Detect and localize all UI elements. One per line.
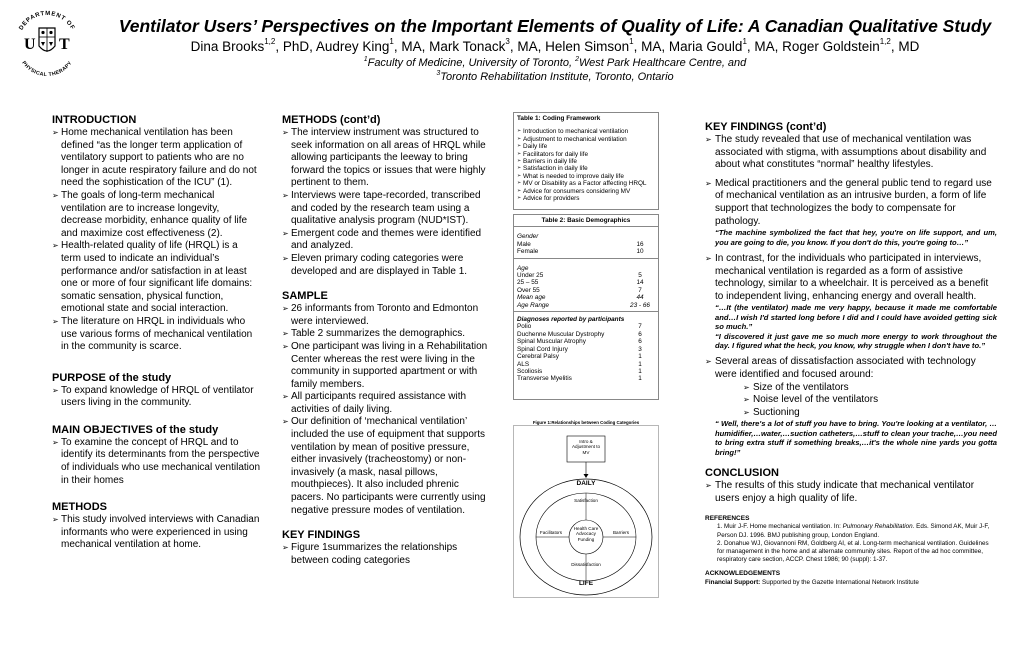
table2-diagnoses-group — [514, 312, 658, 385]
table-cell-value: 16 — [636, 240, 644, 248]
reference-1 — [705, 523, 997, 539]
introduction-heading: INTRODUCTION — [52, 114, 137, 126]
figure-label-daily: DAILY — [576, 480, 596, 487]
author-affil-sup: 1 — [389, 37, 394, 46]
author-name: Dina Brooks — [190, 39, 265, 54]
conclusion-heading: CONCLUSION — [705, 466, 779, 479]
intro-arrowhead — [584, 474, 589, 478]
author-name: Maria Gould — [668, 39, 743, 54]
table-row — [517, 279, 655, 286]
figure-label-dissatisfaction: Dissatisfaction — [571, 562, 601, 567]
logo-letter-u: U — [24, 36, 36, 53]
quote-happy: “…It (the ventilator) made me very happy, because it made me comfortable and…I wish I'd started long before I did and I could have avoided getting sick so much.” — [715, 303, 997, 332]
table-cell-value: 3 — [638, 345, 642, 353]
sample-bullet: ➢ Our definition of ‘mechanical ventilation’ included the use of equipment that supports ventilation by mean of positive pressure, either invasively (tracheostomy) or non-invasively (a mask, nasal pillows, mouthpieces). It also included phrenic pacers. No participants were currently using negative pressure modes of ventilation. — [282, 416, 494, 517]
author-degree: , MD — [890, 39, 920, 54]
author-affil-sup: 1 — [742, 37, 747, 46]
methods-cont-bullet: ➢ Emergent code and themes were identified and analyzed. — [282, 228, 494, 253]
table1-item: ➢ Introduction to mechanical ventilation — [517, 128, 655, 135]
table2-age-heading: Age — [517, 264, 529, 272]
methods-heading: METHODS — [52, 501, 107, 514]
figure-label-facilitators: Facilitators — [539, 530, 563, 535]
university-crest-icon — [10, 6, 84, 80]
table2-age-group — [514, 259, 658, 312]
table-cell-value: 7 — [638, 286, 642, 294]
purpose-bullet: ➢ To expand knowledge of HRQL of ventilator users living in the community. — [52, 385, 260, 410]
author-name: Mark Tonack — [429, 39, 506, 54]
reference-1-b: Eds. Simond AK, Muir J-F, Person DJ. 1996. BMJ publishing group, London England. — [717, 523, 990, 539]
figure-label-intro: Intro & Adjustment to MV — [571, 439, 601, 455]
sample-heading: SAMPLE — [282, 290, 328, 303]
table-row — [517, 323, 655, 330]
table-row — [517, 361, 655, 368]
table2-gender-heading: Gender — [517, 233, 539, 241]
table1-item: ➢ Facilitators for daily life — [517, 151, 655, 158]
methods-bullet: ➢ This study involved interviews with Canadian informants who were experienced in using mechanical ventilation at home. — [52, 514, 260, 552]
objectives-section — [52, 424, 260, 487]
quote-stuff: “ Well, there's a lot of stuff you have to bring. You're looking at a ventilator, …humidifier,…water,…suction catheters,…stuff to clean your trache,…you need to bring extra stuff if something breaks,…it's the whole nine yards you gotta bring!” — [715, 419, 997, 457]
table1-item: ➢ Satisfaction in daily life — [517, 165, 655, 172]
table1-item: ➢ Adjustment to mechanical ventilation — [517, 136, 655, 143]
sample-bullet: ➢ One participant was living in a Rehabilitation Center whereas the rest were living in the community in supported apartment or with family members. — [282, 341, 494, 391]
author-degree: , MA, — [393, 39, 430, 54]
table-cell-label: Mean age — [517, 294, 546, 302]
financial-support-label: Financial Support: — [705, 578, 761, 586]
table-cell-label: Age Range — [517, 301, 549, 309]
table1-item: ➢ What is needed to improve daily life — [517, 173, 655, 180]
table-cell-label: Transverse Myelitis — [517, 375, 572, 383]
author-name: Audrey King — [315, 39, 390, 54]
affil-text-1b: West Park Healthcare Centre, and — [578, 57, 747, 69]
figure-label-satisfaction: Satisfaction — [574, 498, 598, 503]
table-cell-label: Cerebral Palsy — [517, 353, 559, 361]
intro-bullet: ➢ Home mechanical ventilation has been defined “as the longer term application of ventilatory support to patients who are no longer in acute respiratory failure and do not need the sophistication of the ICU” (1). — [52, 127, 260, 190]
sample-bullet: ➢ 26 informants from Toronto and Edmonton were interviewed. — [282, 303, 494, 328]
table-cell-label: Male — [517, 240, 531, 248]
figure-label-life: LIFE — [578, 580, 594, 587]
table-cell-value: 1 — [638, 360, 642, 368]
affil-text-2: Toronto Rehabilitation Institute, Toronto, Ontario — [440, 71, 674, 83]
sub-item-suctioning: ➢ Suctioning — [705, 407, 997, 420]
table-demographics — [513, 214, 659, 400]
methods-section — [52, 501, 260, 552]
author-affil-sup: 3 — [505, 37, 510, 46]
table-cell-label: ALS — [517, 360, 530, 368]
sample-bullet: ➢ All participants required assistance with activities of daily living. — [282, 391, 494, 416]
key-findings-heading: KEY FINDINGS — [282, 529, 361, 542]
affiliation-1 — [90, 56, 1020, 70]
table-cell-label: Female — [517, 248, 539, 256]
table-cell-label: Scoliosis — [517, 367, 543, 375]
table-cell-label: Polio — [517, 323, 532, 331]
objectives-heading: MAIN OBJECTIVES of the study — [52, 423, 219, 436]
logo-arc-bottom: PHYSICAL THERAPY — [20, 60, 74, 79]
objectives-bullet: ➢ To examine the concept of HRQL and to identify its determinants from the perspective of individuals who use mechanical ventilation in their homes — [52, 437, 260, 487]
quote-life-support: “The machine symbolized the fact that hey, you're on life support, and um, you are going to die, you know. If you don't do this, you're going to…” — [715, 228, 997, 247]
table-cell-value: 1 — [638, 353, 642, 361]
author-degree: , MA, — [746, 39, 783, 54]
intro-bullet: ➢ The goals of long-term mechanical ventilation are to increase longevity, decrease morbidity, enhance quality of life and maximize cost effectiveness (2). — [52, 190, 260, 240]
table2-title: Table 2: Basic Demographics — [514, 215, 658, 227]
table-cell-value: 14 — [636, 279, 644, 287]
key-finding-burden: ➢ Medical practitioners and the general public tend to regard use of mechanical ventilation as an intrusive burden, a form of life support that technologizes the body to compensate for pathology. — [705, 178, 997, 228]
intro-bullet: ➢ The literature on HRQL in individuals who use various forms of mechanical ventilation in the community is scarce. — [52, 316, 260, 354]
author-affil-sup: 1,2 — [879, 37, 891, 46]
references-section — [705, 515, 997, 587]
column-4 — [705, 121, 997, 587]
key-findings-section — [282, 529, 494, 567]
table-row — [517, 338, 655, 345]
methods-cont-section — [282, 114, 494, 278]
table-row — [517, 368, 655, 375]
table-cell-value: 6 — [638, 338, 642, 346]
methods-cont-bullet: ➢ The interview instrument was structured to seek information on all areas of HRQL while allowing participants the leeway to bring forward the topics or issues that were highly pertinent to them. — [282, 127, 494, 190]
table-cell-value: 1 — [638, 375, 642, 383]
table-cell-label: Under 25 — [517, 272, 544, 280]
author-degree: , MA, — [633, 39, 669, 54]
table-cell-label: 25 – 55 — [517, 279, 539, 287]
reference-2: 2. Donahue WJ, Giovannoni RM, Goldberg AI, et al. Long-term mechanical ventilation. Guidelines for management in the home and at alternate community sites. Report of the ad hoc committee, respiratory care section, ACCP. Chest 1986; 90 (suppl): 1-37. — [717, 539, 989, 564]
author-list — [90, 38, 1020, 55]
affiliation-2 — [90, 70, 1020, 84]
table-row — [517, 241, 655, 248]
affil-text-1a: Faculty of Medicine, University of Toronto, — [367, 57, 576, 69]
table-row — [517, 375, 655, 382]
key-finding-dissatisfaction: ➢ Several areas of dissatisfaction associated with technology were identified and focused around: — [705, 356, 997, 381]
key-finding-assistive: ➢ In contrast, for the individuals who participated in interviews, mechanical ventilation is regarded as a form of assistive technology, similar to a wheelchair. It is perceived as a benefit to independent living, enhancing energy and overall health. — [705, 253, 997, 303]
conclusion-bullet: ➢ The results of this study indicate that mechanical ventilator users enjoy a high quality of life. — [705, 480, 997, 505]
intro-bullet: ➢ Health-related quality of life (HRQL) is a term used to indicate an individual’s performance and/or satisfaction in at least one or more of four significant life domains: somatic sensation, physical function, emotional state and social interaction. — [52, 240, 260, 316]
table-cell-label: Spinal Cord Injury — [517, 345, 568, 353]
figure-label-barriers: Barriers — [612, 530, 630, 535]
university-logo — [10, 6, 84, 80]
reference-1-a: 1. Muir J-F. Home mechanical ventilation. In: — [717, 523, 843, 531]
table-cell-value: 7 — [638, 323, 642, 331]
svg-text:PHYSICAL THERAPY — [20, 60, 73, 78]
table-row — [517, 346, 655, 353]
figure-caption: Figure 1:Relationships between Coding Categories — [532, 420, 640, 425]
acknowledgements-heading: ACKNOWLEDGEMENTS — [705, 570, 781, 578]
table-cell-label: Duchenne Muscular Dystrophy — [517, 330, 605, 338]
table1-title: Table 1: Coding Framework — [517, 115, 601, 122]
table-cell-value: 44 — [636, 294, 644, 302]
table-cell-value: 5 — [638, 272, 642, 280]
purpose-heading: PURPOSE of the study — [52, 371, 172, 384]
figure-1-relationships — [513, 420, 659, 598]
key-finding-stigma: ➢ The study revealed that use of mechanical ventilation was associated with stigma, with assumptions about disability and about what constitutes “normal” healthy lifestyles. — [705, 134, 997, 172]
key-findings-bullet: ➢ Figure 1summarizes the relationships between coding categories — [282, 542, 494, 567]
table-row — [517, 331, 655, 338]
table-row — [517, 272, 655, 279]
column-2 — [282, 114, 494, 578]
author-name: Helen Simson — [545, 39, 630, 54]
key-findings-cont-heading: KEY FINDINGS (cont’d) — [705, 121, 827, 133]
table-cell-value: 23 - 66 — [630, 301, 650, 309]
table1-item: ➢ Daily life — [517, 143, 655, 150]
affil-sup-1: 1 — [363, 56, 368, 63]
reference-1-title: Pulmonary Rehabilitation. — [842, 523, 915, 531]
table1-item: ➢ Advice for consumers considering MV — [517, 188, 655, 195]
introduction-section — [52, 114, 260, 354]
methods-cont-heading: METHODS (cont’d) — [282, 114, 381, 126]
table-cell-label: Spinal Muscular Atrophy — [517, 338, 586, 346]
financial-support-text: Supported by the Gazette International Network Institute — [760, 578, 919, 586]
methods-cont-bullet: ➢ Interviews were tape-recorded, transcribed and coded by the research team using a qualitative analysis program (NUD*IST). — [282, 190, 494, 228]
figure-label-center: Health Care Advocacy Funding — [573, 526, 599, 542]
sub-item-noise: ➢ Noise level of the ventilators — [705, 394, 997, 407]
author-degree: , PhD, — [275, 39, 316, 54]
sample-bullet: ➢ Table 2 summarizes the demographics. — [282, 328, 494, 341]
quote-energy: “I discovered it just gave me so much more energy to work throughout the day. I figured what the heck, you know, why struggle when I don't have to.” — [715, 331, 997, 350]
affil-sup-3: 3 — [436, 70, 441, 77]
table1-item: ➢ Barriers in daily life — [517, 158, 655, 165]
purpose-section — [52, 372, 260, 410]
table-coding-framework — [513, 112, 659, 210]
author-affil-sup: 1,2 — [264, 37, 276, 46]
acknowledgements-text — [705, 579, 997, 587]
table2-diagnoses-heading: Diagnoses reported by participants — [517, 316, 625, 324]
table-row — [517, 353, 655, 360]
logo-arc-top: DEPARTMENT OF — [18, 10, 76, 32]
column-1 — [52, 114, 260, 563]
table-row — [517, 287, 655, 294]
affil-sup-2: 2 — [575, 56, 579, 63]
author-affil-sup: 1 — [629, 37, 634, 46]
table-cell-label: Over 55 — [517, 286, 540, 294]
logo-letter-t: T — [59, 36, 70, 53]
references-heading: REFERENCES — [705, 515, 750, 523]
table-row — [517, 302, 655, 309]
table-row — [517, 294, 655, 301]
poster-title: Ventilator Users’ Perspectives on the Important Elements of Quality of Life: A Canadian Qualitative Study — [118, 16, 992, 36]
methods-cont-bullet: ➢ Eleven primary coding categories were developed and are displayed in Table 1. — [282, 253, 494, 278]
author-degree: , MA, — [509, 39, 546, 54]
table1-item: ➢ Advice for providers — [517, 195, 655, 202]
table-cell-value: 1 — [638, 367, 642, 375]
table1-item: ➢ MV or Disability as a Factor affecting HRQL — [517, 180, 655, 187]
table2-gender-group — [514, 227, 658, 258]
author-name: Roger Goldstein — [782, 39, 880, 54]
table-cell-value: 6 — [638, 330, 642, 338]
sample-section — [282, 290, 494, 517]
table-cell-value: 10 — [636, 248, 644, 256]
sub-item-size: ➢ Size of the ventilators — [705, 382, 997, 395]
table-row — [517, 248, 655, 255]
